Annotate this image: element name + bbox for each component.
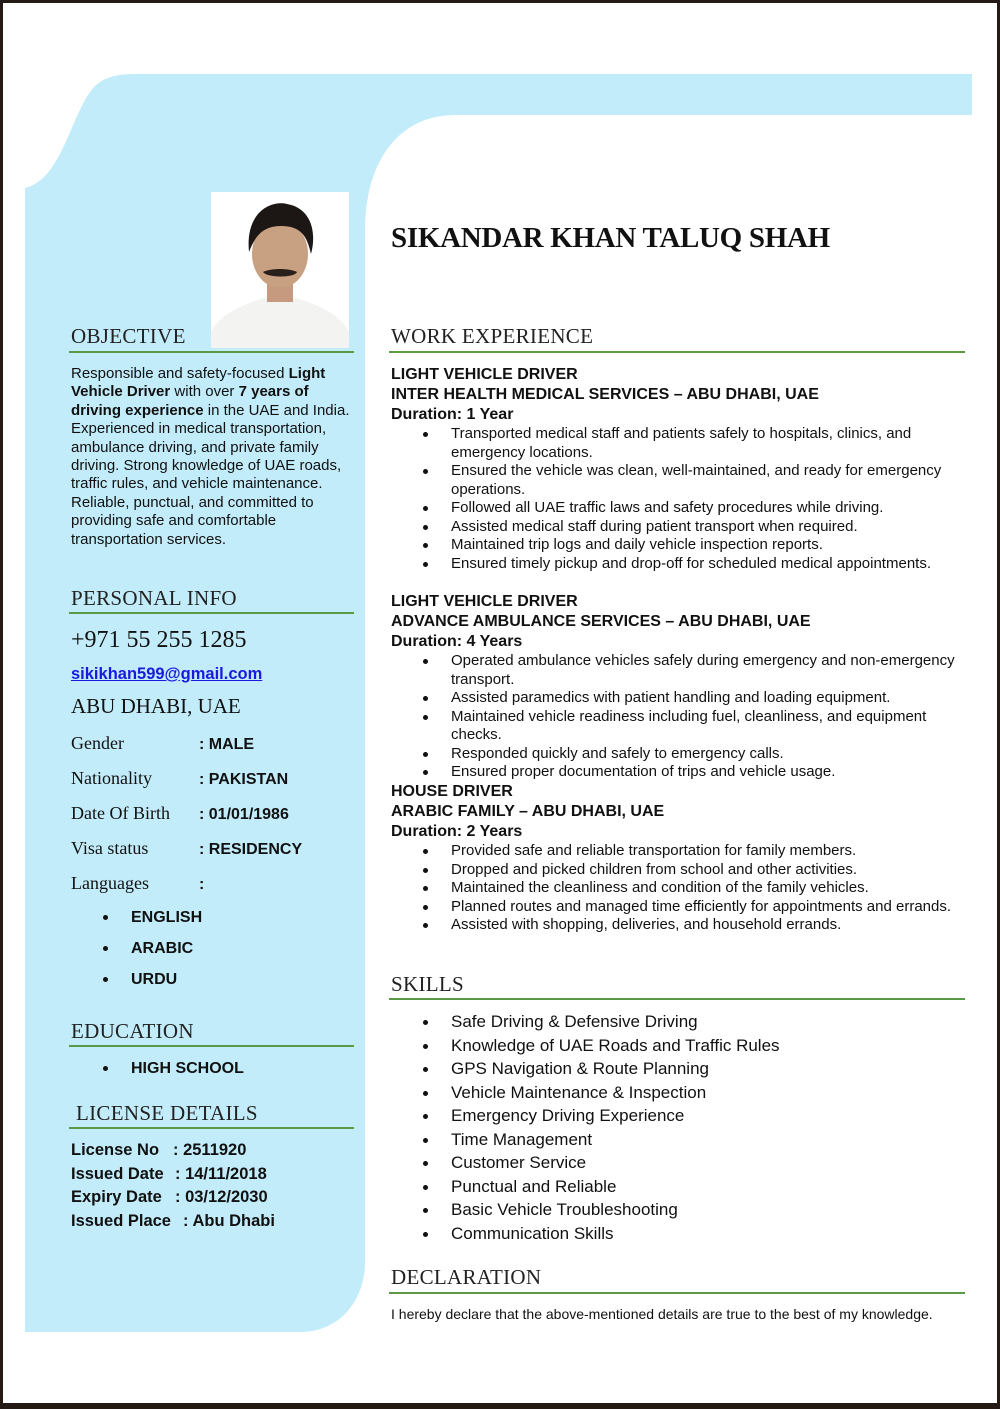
license-row [71,1186,275,1210]
divider [389,998,965,1000]
license-row [71,1163,275,1187]
license-label: License No [71,1141,160,1159]
job-title: LIGHT VEHICLE DRIVER [391,593,578,610]
job-bullet: Assisted paramedics with patient handling and loading equipment. [391,689,966,708]
license-label: Issued Date [71,1164,164,1183]
skill-item: Time Management [391,1128,966,1152]
field-languages [71,873,204,894]
field-label: Gender [71,733,124,753]
objective-highlight: 7 years of driving experience [71,383,309,419]
job-duration: Duration: 2 Years [391,823,523,840]
location: ABU DHABI, UAE [71,694,241,718]
declaration-heading: DECLARATION [391,1265,542,1289]
phone-number: +971 55 255 1285 [71,627,247,653]
language-item: ENGLISH [71,902,202,933]
job-bullet: Assisted medical staff during patient transport when required. [391,518,966,537]
skill-item: Punctual and Reliable [391,1175,966,1199]
field-value: : 01/01/1986 [199,806,289,823]
language-item: ARABIC [71,933,202,964]
job-entry [391,592,966,782]
job-bullet: Maintained trip logs and daily vehicle inspection reports. [391,536,966,555]
field-value: : RESIDENCY [199,841,303,858]
job-duration: Duration: 1 Year [391,406,514,423]
languages-list [71,902,202,995]
job-entry [391,782,966,935]
field-visa [71,838,302,859]
skill-item: Knowledge of UAE Roads and Traffic Rules [391,1034,966,1058]
personal-info-heading: PERSONAL INFO [71,586,237,610]
job-bullet: Transported medical staff and patients safely to hospitals, clinics, and emergency locations. [391,425,966,462]
license-value: : 14/11/2018 [175,1164,267,1183]
objective-text [71,365,354,549]
field-value: : MALE [199,736,255,753]
skills-list [391,1010,966,1245]
job-bullets [391,652,966,782]
skill-item: Communication Skills [391,1222,966,1246]
field-label: Date Of Birth [71,803,170,823]
skill-item: GPS Navigation & Route Planning [391,1057,966,1081]
email-link[interactable]: sikikhan599@gmail.com [71,665,263,683]
skills-heading: SKILLS [391,972,464,996]
field-label: Languages [71,873,149,893]
job-bullet: Assisted with shopping, deliveries, and household errands. [391,916,966,935]
job-bullet: Ensured the vehicle was clean, well-maintained, and ready for emergency operations. [391,462,966,499]
divider [389,1292,965,1294]
divider [69,351,354,353]
work-experience-heading: WORK EXPERIENCE [391,324,594,348]
skill-item: Vehicle Maintenance & Inspection [391,1081,966,1105]
license-row [71,1210,275,1234]
job-bullet: Dropped and picked children from school and other activities. [391,861,966,880]
divider [69,1045,354,1047]
license-value: : 03/12/2030 [175,1188,268,1207]
skill-item: Basic Vehicle Troubleshooting [391,1198,966,1222]
field-dob [71,803,289,824]
license-value: : Abu Dhabi [183,1212,275,1231]
field-label: Visa status [71,838,149,858]
license-heading: LICENSE DETAILS [76,1101,258,1125]
job-bullet: Followed all UAE traffic laws and safety procedures while driving. [391,499,966,518]
field-nationality [71,768,288,789]
job-entry [391,365,966,573]
job-bullet: Provided safe and reliable transportation for family members. [391,842,966,861]
field-colon: : [199,876,205,893]
field-label: Nationality [71,768,152,788]
job-company: ARABIC FAMILY – ABU DHABI, UAE [391,803,665,820]
objective-text-part: with over [170,383,239,401]
skill-item: Customer Service [391,1151,966,1175]
objective-text-part: in the UAE and India. Experienced in medical transportation, ambulance driving, and private family driving. Strong knowledge of UAE roads, traffic rules, and vehicle maintenance. Reliable, punctual, and committed to providing safe and comfortable transportation services. [71,401,350,548]
education-list [71,1053,244,1084]
skill-item: Safe Driving & Defensive Driving [391,1010,966,1034]
license-label: Expiry Date [71,1188,162,1207]
job-bullet: Responded quickly and safely to emergency calls. [391,745,966,764]
license-details [71,1139,275,1234]
job-bullets [391,425,966,573]
education-heading: EDUCATION [71,1019,194,1043]
divider [69,612,354,614]
job-bullet: Planned routes and managed time efficiently for appointments and errands. [391,898,966,917]
declaration-text: I hereby declare that the above-mentioned details are true to the best of my knowledge. [391,1306,933,1322]
skill-item: Emergency Driving Experience [391,1104,966,1128]
candidate-name: SIKANDAR KHAN TALUQ SHAH [391,222,830,254]
job-bullets [391,842,966,935]
job-company: ADVANCE AMBULANCE SERVICES – ABU DHABI, UAE [391,613,811,630]
field-value: : PAKISTAN [199,771,289,788]
language-item: URDU [71,964,202,995]
license-value: : 2511920 [173,1141,247,1159]
divider [389,351,965,353]
license-label: Issued Place [71,1212,171,1231]
profile-photo [211,192,349,348]
job-company: INTER HEALTH MEDICAL SERVICES – ABU DHABI, UAE [391,386,819,403]
job-bullet: Maintained vehicle readiness including fuel, cleanliness, and equipment checks. [391,708,966,745]
job-bullet: Ensured timely pickup and drop-off for scheduled medical appointments. [391,555,966,574]
job-bullet: Maintained the cleanliness and condition of the family vehicles. [391,879,966,898]
job-bullet: Ensured proper documentation of trips and vehicle usage. [391,763,966,782]
education-item: HIGH SCHOOL [71,1053,244,1084]
job-title: HOUSE DRIVER [391,783,513,800]
job-title: LIGHT VEHICLE DRIVER [391,366,578,383]
license-row [71,1139,275,1163]
job-duration: Duration: 4 Years [391,633,523,650]
objective-highlight: Light Vehicle Driver [71,365,326,401]
objective-heading: OBJECTIVE [71,324,186,348]
field-gender [71,733,254,754]
job-bullet: Operated ambulance vehicles safely during emergency and non-emergency transport. [391,652,966,689]
divider [69,1127,354,1129]
objective-text-part: Responsible and safety-focused [71,365,289,382]
